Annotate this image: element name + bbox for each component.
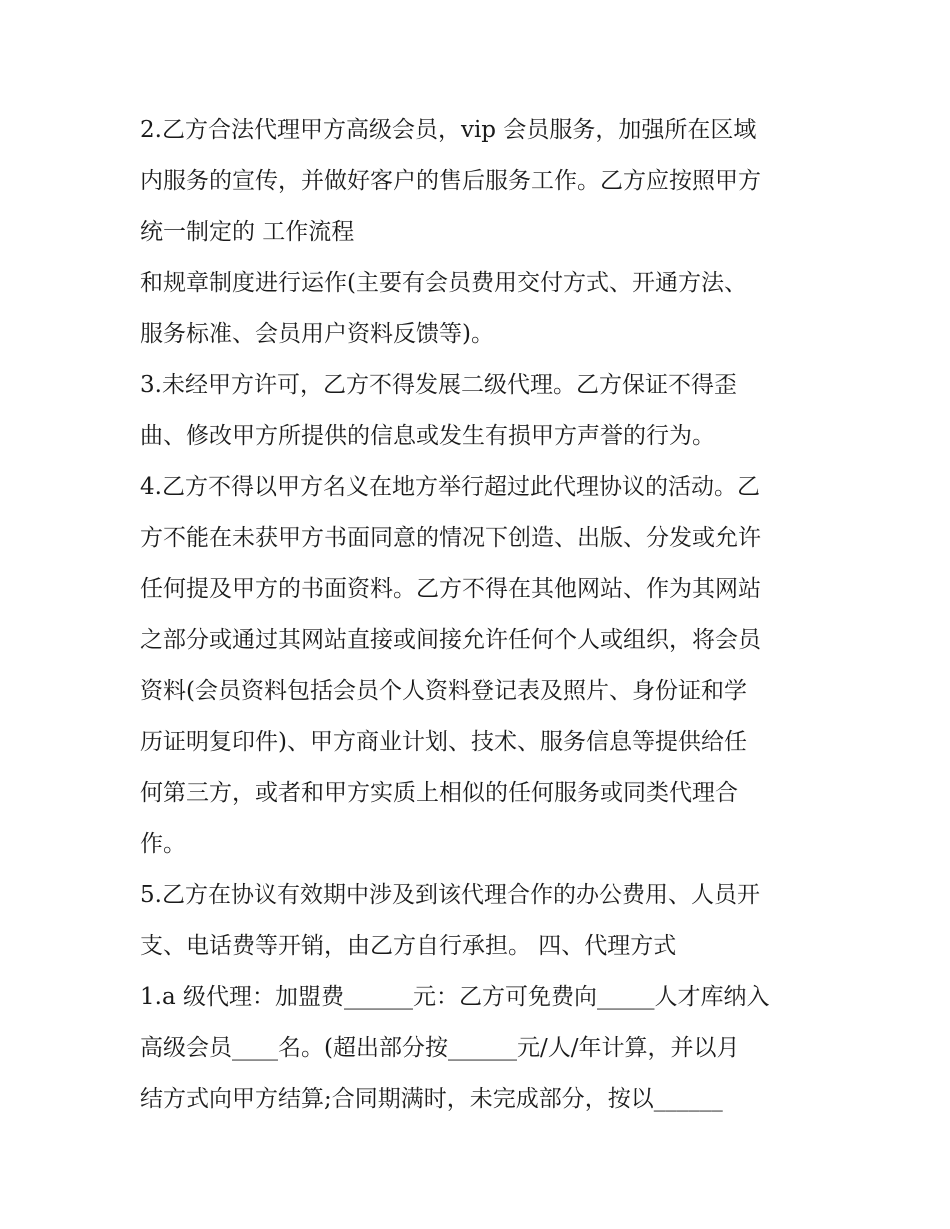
text-line: 何第三方，或者和甲方实质上相似的任何服务或同类代理合: [140, 780, 738, 806]
text-line: 作。: [140, 831, 186, 857]
document-body: [140, 105, 820, 1125]
text-line: 5.乙方在协议有效期中涉及到该代理合作的办公费用、人员开: [140, 882, 760, 908]
text-line: 内服务的宣传，并做好客户的售后服务工作。乙方应按照甲方: [140, 168, 761, 194]
text-line: 方不能在未获甲方书面同意的情况下创造、出版、分发或允许: [140, 525, 761, 551]
text-line: 之部分或通过其网站直接或间接允许任何个人或组织，将会员: [140, 627, 761, 653]
text-line: 任何提及甲方的书面资料。乙方不得在其他网站、作为其网站: [140, 576, 761, 602]
text-line: 历证明复印件)、甲方商业计划、技术、服务信息等提供给任: [140, 729, 747, 755]
text-line: 支、电话费等开销，由乙方自行承担。 四、代理方式: [140, 933, 677, 959]
text-line: 和规章制度进行运作(主要有会员费用交付方式、开通方法、: [140, 270, 747, 296]
text-line: 曲、修改甲方所提供的信息或发生有损甲方声誉的行为。: [140, 423, 715, 449]
text-line: 资料(会员资料包括会员个人资料登记表及照片、身份证和学: [140, 678, 747, 704]
text-line: 1.a 级代理：加盟费______元：乙方可免费向_____人才库纳入: [140, 984, 770, 1010]
text-line: 4.乙方不得以甲方名义在地方举行超过此代理协议的活动。乙: [140, 474, 760, 500]
text-line: 统一制定的 工作流程: [140, 219, 355, 245]
text-line: 2.乙方合法代理甲方高级会员，vip 会员服务，加强所在区域: [140, 117, 757, 143]
text-line: 服务标准、会员用户资料反馈等)。: [140, 321, 494, 347]
text-line: 结方式向甲方结算;合同期满时，未完成部分，按以______: [140, 1086, 723, 1112]
text-line: 高级会员____名。(超出部分按______元/人/年计算，并以月: [140, 1035, 740, 1061]
text-line: 3.未经甲方许可，乙方不得发展二级代理。乙方保证不得歪: [140, 372, 737, 398]
